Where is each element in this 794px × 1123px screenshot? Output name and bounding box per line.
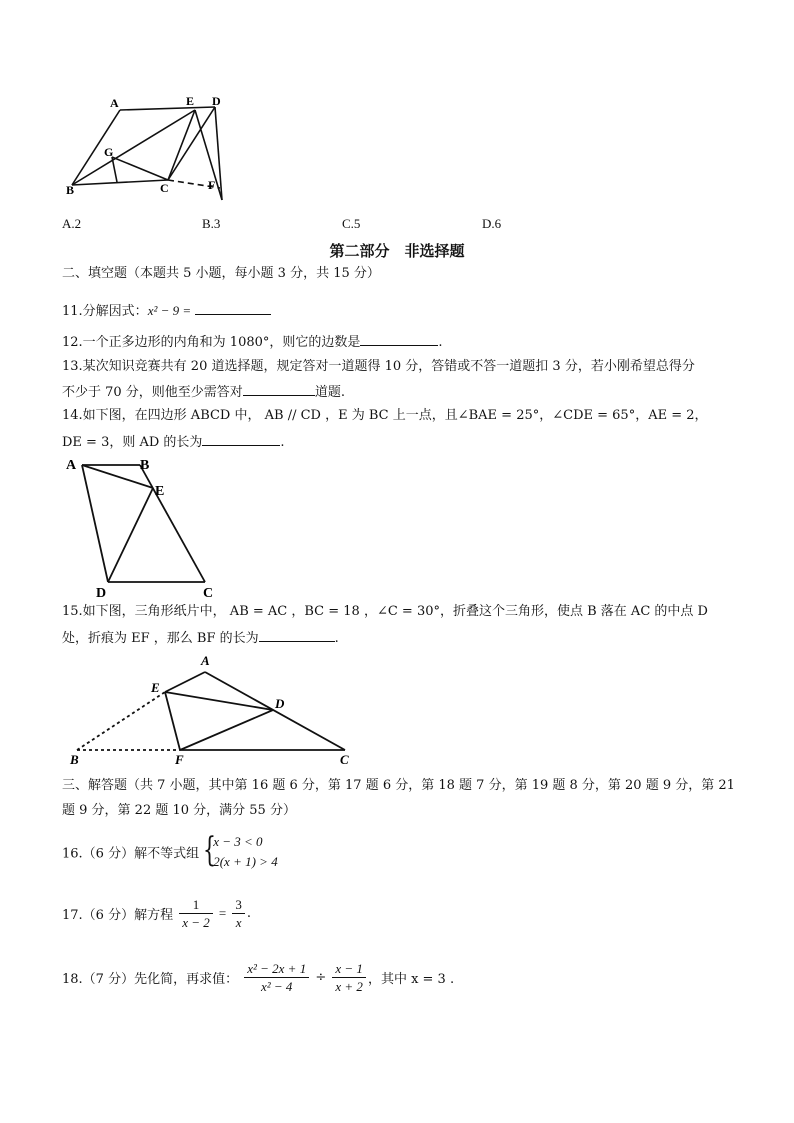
choice-d: D.6 bbox=[482, 216, 502, 231]
label-D: D bbox=[212, 94, 221, 108]
question-14-line-2 bbox=[62, 431, 285, 453]
q17-numerator-right: 3 bbox=[232, 896, 245, 914]
edge-AC bbox=[205, 672, 345, 750]
q12-answer-blank[interactable] bbox=[360, 331, 438, 346]
choice-list bbox=[62, 216, 742, 234]
edge-GC bbox=[112, 157, 168, 180]
label-C: C bbox=[203, 586, 214, 600]
q17-denominator-right: x bbox=[235, 915, 242, 930]
figure-q10-parallelogram bbox=[60, 90, 240, 210]
section-header-solutions-line-2: 题 9 分，第 22 题 10 分，满分 55 分） bbox=[62, 803, 296, 818]
edge-BC bbox=[140, 465, 205, 582]
edge-BE bbox=[72, 110, 195, 185]
q14-text: DE = 3，则 AD 的长为 bbox=[62, 435, 203, 450]
q15-answer-blank[interactable] bbox=[259, 627, 335, 642]
choice-b: B.3 bbox=[202, 216, 221, 231]
q17-fraction-left bbox=[179, 896, 213, 931]
choice-a: A.2 bbox=[62, 216, 82, 231]
q11-answer-blank[interactable] bbox=[195, 300, 271, 315]
label-E: E bbox=[151, 680, 160, 695]
question-12 bbox=[62, 331, 443, 353]
q18-fraction-left bbox=[244, 960, 309, 995]
q17-numerator-left: 1 bbox=[179, 896, 213, 914]
label-G: G bbox=[104, 145, 114, 159]
q15-text: 处，折痕为 EF ，那么 BF 的长为 bbox=[62, 631, 259, 646]
q16-inequality-2: 2(x + 1) > 4 bbox=[213, 854, 278, 869]
label-E: E bbox=[155, 484, 165, 499]
label-F: F bbox=[175, 752, 184, 767]
q17-end: . bbox=[246, 906, 252, 921]
label-D: D bbox=[96, 586, 107, 600]
q14-answer-blank[interactable] bbox=[202, 431, 280, 446]
label-B: B bbox=[140, 458, 150, 473]
q18-denominator-right: x + 2 bbox=[335, 979, 363, 994]
figure-q15-triangle-fold bbox=[65, 650, 365, 768]
edge-EF bbox=[165, 692, 180, 750]
q16-brace: { bbox=[203, 830, 217, 870]
q16-inequality-1: x − 3 < 0 bbox=[213, 834, 263, 849]
question-13-line-2 bbox=[62, 381, 345, 403]
choice-c: C.5 bbox=[342, 216, 361, 231]
q17-equals: = bbox=[218, 905, 227, 921]
edge-DE bbox=[108, 488, 153, 582]
section-header-solutions-line-1: 三、解答题（共 7 小题，其中第 16 题 6 分，第 17 题 6 分，第 18 题 7 分，第 19 题 8 分，第 20 题 9 分，第 21 bbox=[62, 778, 735, 793]
q18-suffix: ，其中 x = 3 . bbox=[367, 972, 455, 987]
question-11 bbox=[62, 300, 271, 322]
q17-fraction-right bbox=[232, 896, 245, 931]
q13-end: 道题. bbox=[314, 385, 345, 400]
label-F: F bbox=[208, 178, 216, 192]
part-title: 第二部分 非选择题 bbox=[329, 242, 465, 260]
q18-denominator-left: x² − 4 bbox=[260, 979, 293, 994]
question-15-line-2 bbox=[62, 627, 339, 649]
label-A: A bbox=[201, 653, 210, 668]
q17-prefix: 17.（6 分）解方程 bbox=[62, 908, 174, 923]
question-13-line-1: 13.某次知识竞赛共有 20 道选择题，规定答对一道题得 10 分，答错或不答一道题扣 3 分，若小刚希望总得分 bbox=[62, 359, 695, 374]
q18-prefix: 18.（7 分）先化简，再求值： bbox=[62, 972, 239, 987]
question-14-line-1: 14.如下图，在四边形 ABCD 中， AB // CD ，E 为 BC 上一点，且∠BAE = 25°，∠CDE = 65°，AE = 2， bbox=[62, 408, 708, 423]
label-B: B bbox=[66, 183, 75, 197]
edge-FD bbox=[180, 710, 273, 750]
label-B: B bbox=[70, 752, 79, 767]
q16-inequality-system bbox=[203, 832, 277, 872]
label-E: E bbox=[186, 94, 195, 108]
label-A: A bbox=[66, 458, 77, 473]
q18-divide: ÷ bbox=[315, 970, 327, 985]
q12-end: . bbox=[438, 335, 443, 350]
question-16 bbox=[62, 832, 278, 872]
q11-expression: x² − 9 = bbox=[147, 303, 192, 318]
edge-BE-dashed bbox=[77, 692, 165, 750]
section-header-fill-in: 二、填空题（本题共 5 小题，每小题 3 分，共 15 分） bbox=[62, 266, 380, 281]
q16-prefix: 16.（6 分）解不等式组 bbox=[62, 846, 200, 862]
edge-AD bbox=[120, 107, 215, 110]
question-18 bbox=[62, 960, 454, 995]
q12-text: 12.一个正多边形的内角和为 1080°，则它的边数是 bbox=[62, 335, 361, 350]
q18-numerator-right: x − 1 bbox=[332, 960, 366, 978]
q17-denominator-left: x − 2 bbox=[182, 915, 210, 930]
figure-q14-quadrilateral bbox=[60, 455, 230, 600]
label-D: D bbox=[275, 696, 285, 711]
label-C: C bbox=[160, 181, 169, 195]
q15-end: . bbox=[334, 631, 339, 646]
q14-end: . bbox=[280, 435, 285, 450]
edge-EA bbox=[165, 672, 205, 692]
edge-AD bbox=[82, 465, 108, 582]
question-15-line-1: 15.如下图，三角形纸片中， AB = AC ，BC = 18 ，∠C = 30°，折叠这个三角形，使点 B 落在 AC 的中点 D bbox=[62, 604, 708, 619]
edge-G-perp bbox=[112, 157, 117, 182]
label-C: C bbox=[340, 752, 349, 767]
q11-prefix: 11.分解因式： bbox=[62, 304, 148, 319]
q13-text: 不少于 70 分，则他至少需答对 bbox=[62, 385, 243, 400]
q18-numerator-left: x² − 2x + 1 bbox=[244, 960, 309, 978]
edge-BC bbox=[72, 180, 168, 185]
q13-answer-blank[interactable] bbox=[243, 381, 315, 396]
q18-fraction-right bbox=[332, 960, 366, 995]
label-A: A bbox=[110, 96, 119, 110]
question-17 bbox=[62, 896, 251, 931]
